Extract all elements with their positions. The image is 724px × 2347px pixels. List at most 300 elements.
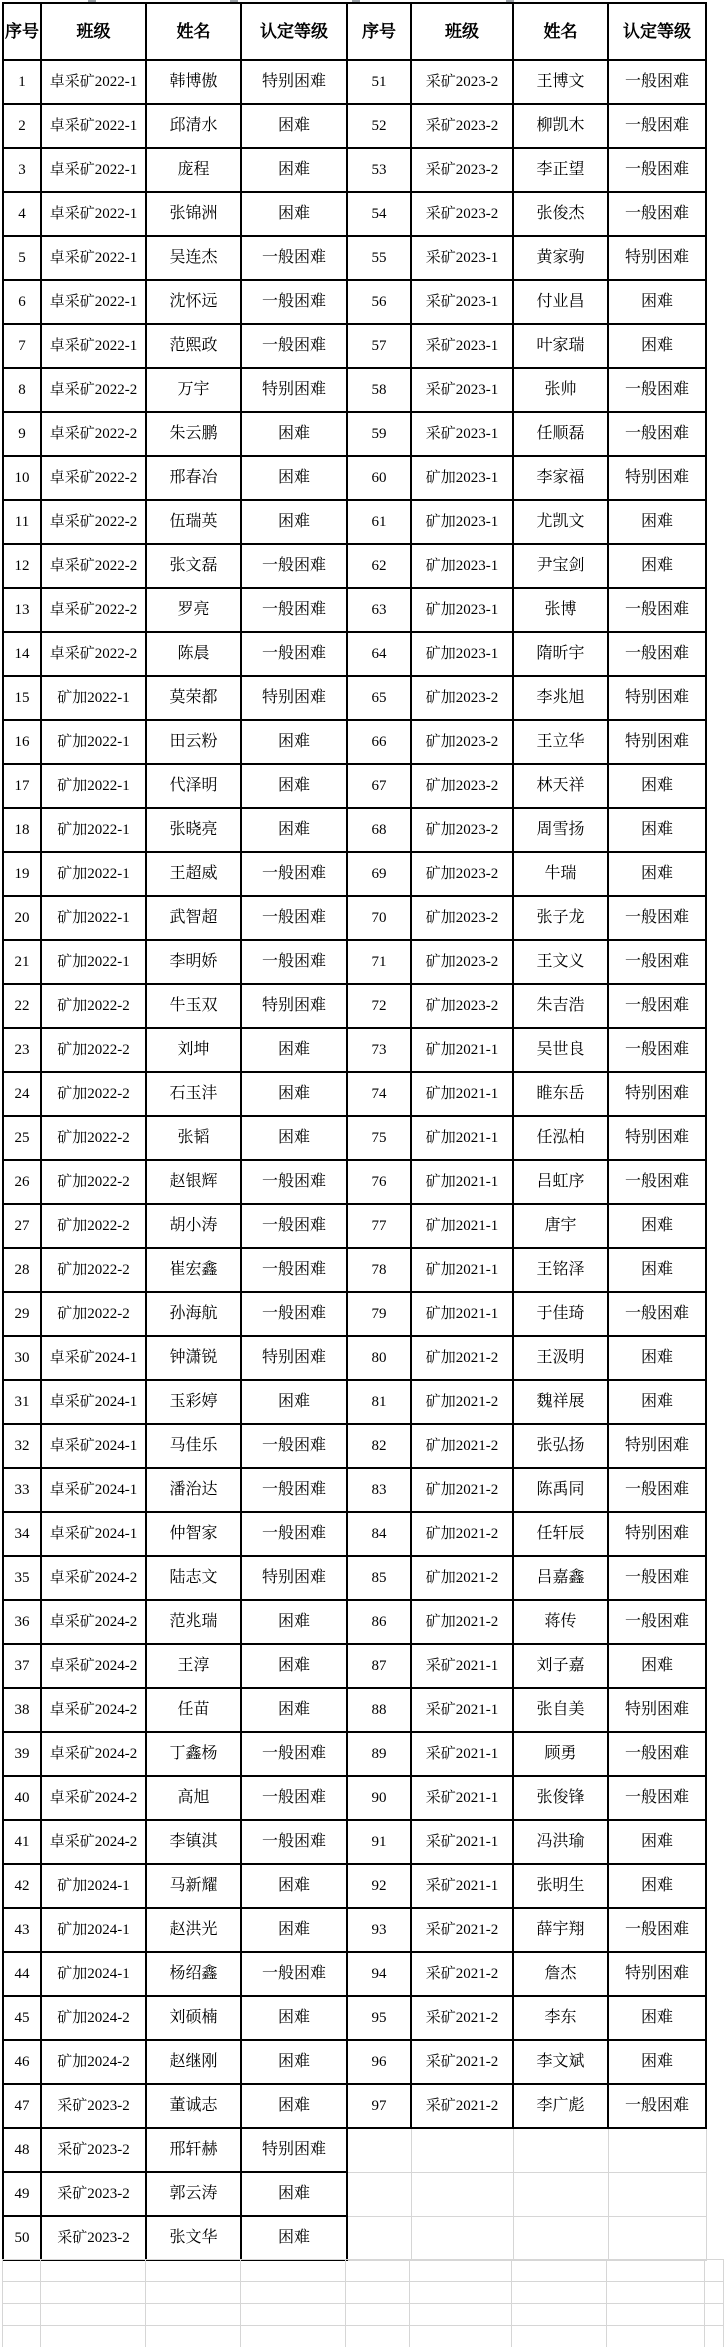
name-cell: 石玉沣 bbox=[146, 1072, 241, 1116]
empty-cell bbox=[347, 2172, 411, 2216]
name-cell: 唐宇 bbox=[513, 1204, 608, 1248]
header-seq-right: 序号 bbox=[347, 3, 411, 60]
seq-cell: 2 bbox=[3, 104, 41, 148]
seq-cell: 86 bbox=[347, 1600, 411, 1644]
class-cell: 采矿2023-2 bbox=[41, 2172, 146, 2216]
seq-cell: 27 bbox=[3, 1204, 41, 1248]
name-cell: 范兆瑞 bbox=[146, 1600, 241, 1644]
name-cell: 李广彪 bbox=[513, 2084, 608, 2128]
class-cell: 卓采矿2022-2 bbox=[41, 544, 146, 588]
seq-cell: 91 bbox=[347, 1820, 411, 1864]
class-cell: 矿加2023-2 bbox=[411, 984, 513, 1028]
class-cell: 采矿2023-2 bbox=[411, 60, 513, 104]
level-cell: 一般困难 bbox=[241, 1292, 347, 1336]
table-row bbox=[3, 192, 706, 236]
name-cell: 丁鑫杨 bbox=[146, 1732, 241, 1776]
class-cell: 矿加2023-2 bbox=[411, 896, 513, 940]
class-cell: 矿加2023-1 bbox=[411, 500, 513, 544]
class-cell: 卓采矿2024-1 bbox=[41, 1512, 146, 1556]
level-cell: 一般困难 bbox=[241, 1468, 347, 1512]
name-cell: 朱吉浩 bbox=[513, 984, 608, 1028]
class-cell: 矿加2021-1 bbox=[411, 1248, 513, 1292]
class-cell: 矿加2021-1 bbox=[411, 1292, 513, 1336]
table-row bbox=[3, 148, 706, 192]
empty-grid-row bbox=[3, 2260, 724, 2282]
class-cell: 矿加2022-1 bbox=[41, 764, 146, 808]
header-seq-left: 序号 bbox=[3, 3, 41, 60]
empty-cell bbox=[411, 2216, 513, 2260]
table-row bbox=[3, 808, 706, 852]
seq-cell: 12 bbox=[3, 544, 41, 588]
class-cell: 矿加2023-1 bbox=[411, 588, 513, 632]
seq-cell: 11 bbox=[3, 500, 41, 544]
name-cell: 王文义 bbox=[513, 940, 608, 984]
class-cell: 卓采矿2024-2 bbox=[41, 1820, 146, 1864]
seq-cell: 10 bbox=[3, 456, 41, 500]
level-cell: 一般困难 bbox=[241, 324, 347, 368]
class-cell: 矿加2021-1 bbox=[411, 1028, 513, 1072]
class-cell: 卓采矿2024-1 bbox=[41, 1336, 146, 1380]
seq-cell: 90 bbox=[347, 1776, 411, 1820]
name-cell: 刘子嘉 bbox=[513, 1644, 608, 1688]
class-cell: 矿加2024-1 bbox=[41, 1864, 146, 1908]
empty-cell bbox=[607, 2304, 705, 2326]
level-cell: 一般困难 bbox=[608, 940, 706, 984]
seq-cell: 74 bbox=[347, 1072, 411, 1116]
empty-cell bbox=[512, 2260, 607, 2282]
level-cell: 困难 bbox=[241, 148, 347, 192]
seq-cell: 72 bbox=[347, 984, 411, 1028]
seq-cell: 22 bbox=[3, 984, 41, 1028]
level-cell: 困难 bbox=[241, 1864, 347, 1908]
seq-cell: 25 bbox=[3, 1116, 41, 1160]
class-cell: 卓采矿2022-1 bbox=[41, 60, 146, 104]
class-cell: 矿加2022-1 bbox=[41, 720, 146, 764]
table-row bbox=[3, 764, 706, 808]
name-cell: 张文华 bbox=[146, 2216, 241, 2260]
class-cell: 矿加2023-2 bbox=[411, 940, 513, 984]
level-cell: 一般困难 bbox=[241, 1160, 347, 1204]
name-cell: 付业昌 bbox=[513, 280, 608, 324]
seq-cell: 69 bbox=[347, 852, 411, 896]
empty-grid-row bbox=[3, 2304, 724, 2326]
name-cell: 张自美 bbox=[513, 1688, 608, 1732]
name-cell: 任泓柏 bbox=[513, 1116, 608, 1160]
seq-cell: 96 bbox=[347, 2040, 411, 2084]
seq-cell: 63 bbox=[347, 588, 411, 632]
level-cell: 特别困难 bbox=[608, 1072, 706, 1116]
name-cell: 薛宇翔 bbox=[513, 1908, 608, 1952]
class-cell: 矿加2022-2 bbox=[41, 1204, 146, 1248]
class-cell: 卓采矿2022-2 bbox=[41, 456, 146, 500]
class-cell: 矿加2023-1 bbox=[411, 632, 513, 676]
name-cell: 李文斌 bbox=[513, 2040, 608, 2084]
table-row bbox=[3, 104, 706, 148]
empty-cell bbox=[145, 2260, 240, 2282]
level-cell: 困难 bbox=[241, 104, 347, 148]
empty-cell bbox=[410, 2304, 512, 2326]
level-cell: 一般困难 bbox=[608, 1556, 706, 1600]
seq-cell: 14 bbox=[3, 632, 41, 676]
name-cell: 张弘扬 bbox=[513, 1424, 608, 1468]
class-cell: 采矿2021-1 bbox=[411, 1688, 513, 1732]
name-cell: 王立华 bbox=[513, 720, 608, 764]
level-cell: 特别困难 bbox=[241, 1556, 347, 1600]
seq-cell: 55 bbox=[347, 236, 411, 280]
seq-cell: 26 bbox=[3, 1160, 41, 1204]
level-cell: 困难 bbox=[608, 808, 706, 852]
class-cell: 采矿2023-2 bbox=[411, 104, 513, 148]
empty-cell bbox=[3, 2282, 41, 2304]
seq-cell: 59 bbox=[347, 412, 411, 456]
level-cell: 一般困难 bbox=[241, 1732, 347, 1776]
level-cell: 特别困难 bbox=[608, 1424, 706, 1468]
name-cell: 柳凯木 bbox=[513, 104, 608, 148]
seq-cell: 85 bbox=[347, 1556, 411, 1600]
seq-cell: 34 bbox=[3, 1512, 41, 1556]
name-cell: 李兆旭 bbox=[513, 676, 608, 720]
seq-cell: 87 bbox=[347, 1644, 411, 1688]
header-level-right: 认定等级 bbox=[608, 3, 706, 60]
name-cell: 王汲明 bbox=[513, 1336, 608, 1380]
name-cell: 王淳 bbox=[146, 1644, 241, 1688]
level-cell: 困难 bbox=[241, 1996, 347, 2040]
level-cell: 困难 bbox=[241, 456, 347, 500]
seq-cell: 52 bbox=[347, 104, 411, 148]
name-cell: 叶家瑞 bbox=[513, 324, 608, 368]
table-row bbox=[3, 720, 706, 764]
name-cell: 詹杰 bbox=[513, 1952, 608, 1996]
class-cell: 矿加2024-1 bbox=[41, 1908, 146, 1952]
seq-cell: 57 bbox=[347, 324, 411, 368]
class-cell: 采矿2021-2 bbox=[411, 1996, 513, 2040]
table-row bbox=[3, 2216, 706, 2260]
class-cell: 采矿2023-1 bbox=[411, 280, 513, 324]
class-cell: 采矿2021-1 bbox=[411, 1644, 513, 1688]
seq-cell: 84 bbox=[347, 1512, 411, 1556]
table-row bbox=[3, 1116, 706, 1160]
class-cell: 采矿2023-2 bbox=[411, 192, 513, 236]
class-cell: 矿加2022-2 bbox=[41, 1072, 146, 1116]
name-cell: 吕虹序 bbox=[513, 1160, 608, 1204]
empty-cell bbox=[3, 2260, 41, 2282]
class-cell: 卓采矿2024-1 bbox=[41, 1380, 146, 1424]
name-cell: 杨绍鑫 bbox=[146, 1952, 241, 1996]
seq-cell: 23 bbox=[3, 1028, 41, 1072]
seq-cell: 60 bbox=[347, 456, 411, 500]
name-cell: 田云粉 bbox=[146, 720, 241, 764]
class-cell: 矿加2022-2 bbox=[41, 984, 146, 1028]
class-cell: 采矿2023-2 bbox=[41, 2216, 146, 2260]
seq-cell: 24 bbox=[3, 1072, 41, 1116]
level-cell: 特别困难 bbox=[608, 456, 706, 500]
level-cell: 一般困难 bbox=[241, 896, 347, 940]
level-cell: 一般困难 bbox=[608, 2084, 706, 2128]
seq-cell: 79 bbox=[347, 1292, 411, 1336]
seq-cell: 61 bbox=[347, 500, 411, 544]
name-cell: 朱云鹏 bbox=[146, 412, 241, 456]
table-row bbox=[3, 1644, 706, 1688]
header-class-right: 班级 bbox=[411, 3, 513, 60]
class-cell: 矿加2023-2 bbox=[411, 764, 513, 808]
name-cell: 伍瑞英 bbox=[146, 500, 241, 544]
name-cell: 尹宝剑 bbox=[513, 544, 608, 588]
name-cell: 范熙政 bbox=[146, 324, 241, 368]
table-row bbox=[3, 676, 706, 720]
table-row bbox=[3, 456, 706, 500]
seq-cell: 92 bbox=[347, 1864, 411, 1908]
name-cell: 钟潇锐 bbox=[146, 1336, 241, 1380]
class-cell: 采矿2023-2 bbox=[41, 2128, 146, 2172]
empty-cell bbox=[240, 2260, 346, 2282]
class-cell: 采矿2023-2 bbox=[41, 2084, 146, 2128]
class-cell: 矿加2023-1 bbox=[411, 456, 513, 500]
name-cell: 董诚志 bbox=[146, 2084, 241, 2128]
class-cell: 采矿2021-2 bbox=[411, 1952, 513, 1996]
seq-cell: 89 bbox=[347, 1732, 411, 1776]
name-cell: 罗亮 bbox=[146, 588, 241, 632]
table-row bbox=[3, 1776, 706, 1820]
seq-cell: 8 bbox=[3, 368, 41, 412]
seq-cell: 9 bbox=[3, 412, 41, 456]
name-cell: 李正望 bbox=[513, 148, 608, 192]
name-cell: 玉彩婷 bbox=[146, 1380, 241, 1424]
level-cell: 一般困难 bbox=[241, 1952, 347, 1996]
seq-cell: 97 bbox=[347, 2084, 411, 2128]
seq-cell: 35 bbox=[3, 1556, 41, 1600]
level-cell: 一般困难 bbox=[608, 984, 706, 1028]
table-row bbox=[3, 1600, 706, 1644]
level-cell: 困难 bbox=[241, 1600, 347, 1644]
level-cell: 一般困难 bbox=[608, 1600, 706, 1644]
empty-cell bbox=[608, 2172, 706, 2216]
table-row bbox=[3, 1028, 706, 1072]
seq-cell: 64 bbox=[347, 632, 411, 676]
seq-cell: 65 bbox=[347, 676, 411, 720]
empty-cell bbox=[607, 2282, 705, 2304]
seq-cell: 40 bbox=[3, 1776, 41, 1820]
table-row bbox=[3, 324, 706, 368]
empty-cell bbox=[145, 2326, 240, 2347]
table-row bbox=[3, 1732, 706, 1776]
level-cell: 困难 bbox=[241, 764, 347, 808]
level-cell: 困难 bbox=[608, 280, 706, 324]
table-row bbox=[3, 236, 706, 280]
level-cell: 困难 bbox=[608, 764, 706, 808]
class-cell: 矿加2022-1 bbox=[41, 896, 146, 940]
name-cell: 孙海航 bbox=[146, 1292, 241, 1336]
empty-cell bbox=[40, 2282, 145, 2304]
seq-cell: 77 bbox=[347, 1204, 411, 1248]
level-cell: 困难 bbox=[241, 1908, 347, 1952]
seq-cell: 33 bbox=[3, 1468, 41, 1512]
seq-cell: 17 bbox=[3, 764, 41, 808]
seq-cell: 66 bbox=[347, 720, 411, 764]
name-cell: 李明娇 bbox=[146, 940, 241, 984]
seq-cell: 75 bbox=[347, 1116, 411, 1160]
name-cell: 武智超 bbox=[146, 896, 241, 940]
class-cell: 卓采矿2022-2 bbox=[41, 500, 146, 544]
class-cell: 采矿2023-1 bbox=[411, 368, 513, 412]
class-cell: 卓采矿2022-2 bbox=[41, 368, 146, 412]
table-row bbox=[3, 1688, 706, 1732]
seq-cell: 46 bbox=[3, 2040, 41, 2084]
seq-cell: 38 bbox=[3, 1688, 41, 1732]
class-cell: 采矿2023-2 bbox=[411, 148, 513, 192]
table-row bbox=[3, 412, 706, 456]
table-row bbox=[3, 1292, 706, 1336]
seq-cell: 48 bbox=[3, 2128, 41, 2172]
class-cell: 矿加2021-1 bbox=[411, 1160, 513, 1204]
name-cell: 马新耀 bbox=[146, 1864, 241, 1908]
name-cell: 赵银辉 bbox=[146, 1160, 241, 1204]
class-cell: 矿加2022-1 bbox=[41, 808, 146, 852]
name-cell: 马佳乐 bbox=[146, 1424, 241, 1468]
level-cell: 一般困难 bbox=[608, 632, 706, 676]
level-cell: 困难 bbox=[608, 1644, 706, 1688]
level-cell: 困难 bbox=[241, 192, 347, 236]
class-cell: 矿加2023-2 bbox=[411, 676, 513, 720]
table-row bbox=[3, 544, 706, 588]
name-cell: 代泽明 bbox=[146, 764, 241, 808]
seq-cell: 29 bbox=[3, 1292, 41, 1336]
level-cell: 一般困难 bbox=[241, 588, 347, 632]
empty-cell bbox=[513, 2128, 608, 2172]
seq-cell: 15 bbox=[3, 676, 41, 720]
seq-cell: 47 bbox=[3, 2084, 41, 2128]
level-cell: 一般困难 bbox=[241, 852, 347, 896]
level-cell: 一般困难 bbox=[608, 148, 706, 192]
class-cell: 卓采矿2022-1 bbox=[41, 104, 146, 148]
class-cell: 采矿2021-2 bbox=[411, 1908, 513, 1952]
name-cell: 刘硕楠 bbox=[146, 1996, 241, 2040]
class-cell: 矿加2021-2 bbox=[411, 1380, 513, 1424]
level-cell: 困难 bbox=[241, 500, 347, 544]
empty-cell bbox=[608, 2128, 706, 2172]
level-cell: 困难 bbox=[608, 544, 706, 588]
level-cell: 困难 bbox=[608, 1204, 706, 1248]
level-cell: 特别困难 bbox=[608, 1512, 706, 1556]
seq-cell: 73 bbox=[347, 1028, 411, 1072]
empty-grid-rows bbox=[2, 2259, 724, 2347]
level-cell: 一般困难 bbox=[608, 1908, 706, 1952]
class-cell: 矿加2023-2 bbox=[411, 852, 513, 896]
header-level-left: 认定等级 bbox=[241, 3, 347, 60]
class-cell: 矿加2022-2 bbox=[41, 1248, 146, 1292]
header-row bbox=[3, 3, 706, 60]
seq-cell: 20 bbox=[3, 896, 41, 940]
name-cell: 于佳琦 bbox=[513, 1292, 608, 1336]
class-cell: 矿加2021-2 bbox=[411, 1468, 513, 1512]
class-cell: 卓采矿2022-2 bbox=[41, 632, 146, 676]
empty-cell bbox=[513, 2216, 608, 2260]
empty-cell bbox=[410, 2326, 512, 2347]
empty-cell bbox=[607, 2326, 705, 2347]
table-row bbox=[3, 2084, 706, 2128]
seq-cell: 70 bbox=[347, 896, 411, 940]
seq-cell: 13 bbox=[3, 588, 41, 632]
table-row bbox=[3, 1908, 706, 1952]
level-cell: 一般困难 bbox=[608, 192, 706, 236]
level-cell: 特别困难 bbox=[608, 720, 706, 764]
seq-cell: 31 bbox=[3, 1380, 41, 1424]
name-cell: 吕嘉鑫 bbox=[513, 1556, 608, 1600]
seq-cell: 93 bbox=[347, 1908, 411, 1952]
name-cell: 任轩辰 bbox=[513, 1512, 608, 1556]
empty-cell bbox=[410, 2282, 512, 2304]
name-cell: 李镇淇 bbox=[146, 1820, 241, 1864]
name-cell: 牛玉双 bbox=[146, 984, 241, 1028]
level-cell: 困难 bbox=[241, 1072, 347, 1116]
level-cell: 困难 bbox=[608, 1380, 706, 1424]
seq-cell: 5 bbox=[3, 236, 41, 280]
empty-grid-row bbox=[3, 2326, 724, 2347]
empty-cell bbox=[240, 2326, 346, 2347]
seq-cell: 32 bbox=[3, 1424, 41, 1468]
table-row bbox=[3, 1512, 706, 1556]
empty-grid-row bbox=[3, 2282, 724, 2304]
empty-cell bbox=[346, 2326, 410, 2347]
seq-cell: 50 bbox=[3, 2216, 41, 2260]
table-row bbox=[3, 1424, 706, 1468]
level-cell: 特别困难 bbox=[241, 60, 347, 104]
seq-cell: 78 bbox=[347, 1248, 411, 1292]
header-class-left: 班级 bbox=[41, 3, 146, 60]
name-cell: 赵继刚 bbox=[146, 2040, 241, 2084]
class-cell: 矿加2024-2 bbox=[41, 2040, 146, 2084]
class-cell: 矿加2022-1 bbox=[41, 676, 146, 720]
name-cell: 任苗 bbox=[146, 1688, 241, 1732]
table-row bbox=[3, 588, 706, 632]
class-cell: 矿加2021-2 bbox=[411, 1600, 513, 1644]
name-cell: 王超威 bbox=[146, 852, 241, 896]
empty-cell bbox=[704, 2260, 723, 2282]
level-cell: 一般困难 bbox=[608, 104, 706, 148]
class-cell: 矿加2022-1 bbox=[41, 852, 146, 896]
table-row bbox=[3, 1072, 706, 1116]
name-cell: 韩博傲 bbox=[146, 60, 241, 104]
name-cell: 周雪扬 bbox=[513, 808, 608, 852]
class-cell: 卓采矿2024-2 bbox=[41, 1688, 146, 1732]
seq-cell: 3 bbox=[3, 148, 41, 192]
empty-cell bbox=[512, 2282, 607, 2304]
level-cell: 特别困难 bbox=[241, 368, 347, 412]
name-cell: 邢春冶 bbox=[146, 456, 241, 500]
level-cell: 一般困难 bbox=[241, 1776, 347, 1820]
class-cell: 矿加2022-2 bbox=[41, 1160, 146, 1204]
table-row bbox=[3, 1468, 706, 1512]
level-cell: 特别困难 bbox=[608, 1952, 706, 1996]
seq-cell: 45 bbox=[3, 1996, 41, 2040]
class-cell: 矿加2024-2 bbox=[41, 1996, 146, 2040]
level-cell: 困难 bbox=[608, 1248, 706, 1292]
name-cell: 张博 bbox=[513, 588, 608, 632]
name-cell: 牛瑞 bbox=[513, 852, 608, 896]
name-cell: 邢轩赫 bbox=[146, 2128, 241, 2172]
name-cell: 隋昕宇 bbox=[513, 632, 608, 676]
table-row bbox=[3, 500, 706, 544]
level-cell: 一般困难 bbox=[608, 412, 706, 456]
header-name-left: 姓名 bbox=[146, 3, 241, 60]
class-cell: 卓采矿2022-1 bbox=[41, 236, 146, 280]
level-cell: 一般困难 bbox=[608, 896, 706, 940]
level-cell: 一般困难 bbox=[241, 1424, 347, 1468]
name-cell: 张帅 bbox=[513, 368, 608, 412]
class-cell: 卓采矿2022-2 bbox=[41, 412, 146, 456]
table-row bbox=[3, 896, 706, 940]
name-cell: 林天祥 bbox=[513, 764, 608, 808]
name-cell: 李家福 bbox=[513, 456, 608, 500]
